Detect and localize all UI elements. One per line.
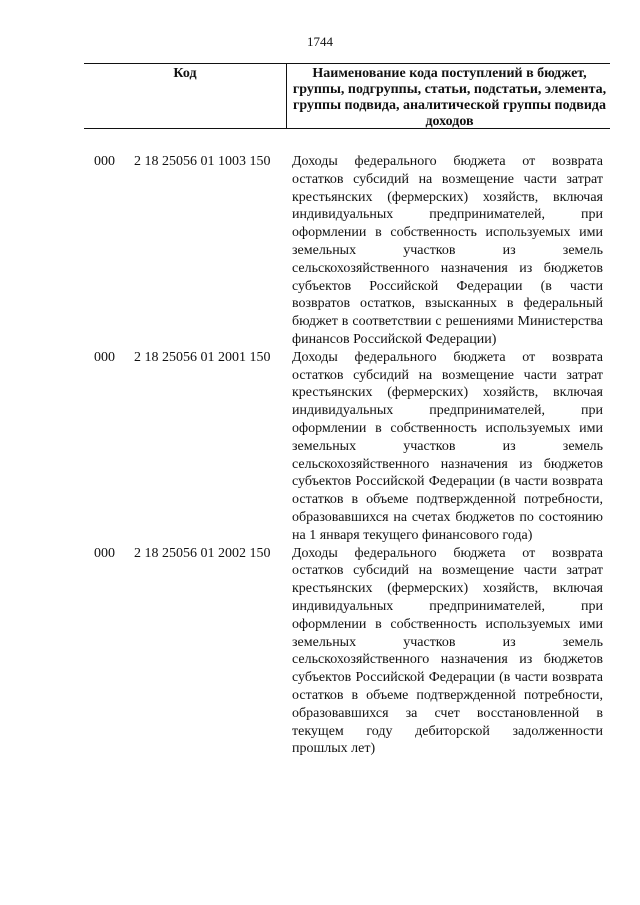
- table-row: [0, 545, 640, 759]
- table-row: [0, 349, 640, 545]
- row-description: Доходы федерального бюджета от возврата остатков субсидий на возмещение части затрат крестьянских (фермерских) хозяйств, включая индивидуальных предпринимателей, при оформлении в собственность используемых ими земельных участков из земель сельскохозяйственного назначения из бюджетов субъектов Российской Федерации (в части возврата остатков в объеме подтвержденной потребности, образовавшихся на счетах бюджетов по состоянию на 1 января текущего финансового года): [292, 349, 603, 543]
- page-number: 1744: [307, 34, 333, 49]
- row-description: Доходы федерального бюджета от возврата остатков субсидий на возмещение части затрат крестьянских (фермерских) хозяйств, включая индивидуальных предпринимателей, при оформлении в собственность используемых ими земельных участков из земель сельскохозяйственного назначения из бюджетов субъектов Российской Федерации (в части возврата остатков в объеме подтвержденной потребности, образовавшихся за счет восстановленной в текущем году дебиторской задолженности прошлых лет): [292, 545, 603, 757]
- row-prefix: 000: [94, 545, 115, 561]
- header-code-label: Код: [84, 64, 287, 128]
- table-row: [0, 153, 640, 349]
- row-prefix: 000: [94, 154, 115, 169]
- table-header: [84, 63, 610, 129]
- row-code: 2 18 25056 01 1003 150: [134, 154, 271, 169]
- row-prefix: 000: [94, 349, 115, 365]
- header-name-label: Наименование кода поступлений в бюджет, группы, подгруппы, статьи, подстатьи, элемента, группы подвида, аналитической группы подвида доходов: [292, 66, 607, 129]
- row-description: Доходы федерального бюджета от возврата остатков субсидий на возмещение части затрат крестьянских (фермерских) хозяйств, включая индивидуальных предпринимателей, при оформлении в собственность используемых ими земельных участков из земель сельскохозяйственного назначения из бюджетов субъектов Российской Федерации (в части возвратов остатков, взысканных в федеральный бюджет в соответствии с решениями Министерства финансов Российской Федерации): [292, 154, 603, 347]
- row-code: 2 18 25056 01 2002 150: [134, 545, 271, 561]
- table-body: [0, 153, 640, 758]
- row-code: 2 18 25056 01 2001 150: [134, 349, 271, 365]
